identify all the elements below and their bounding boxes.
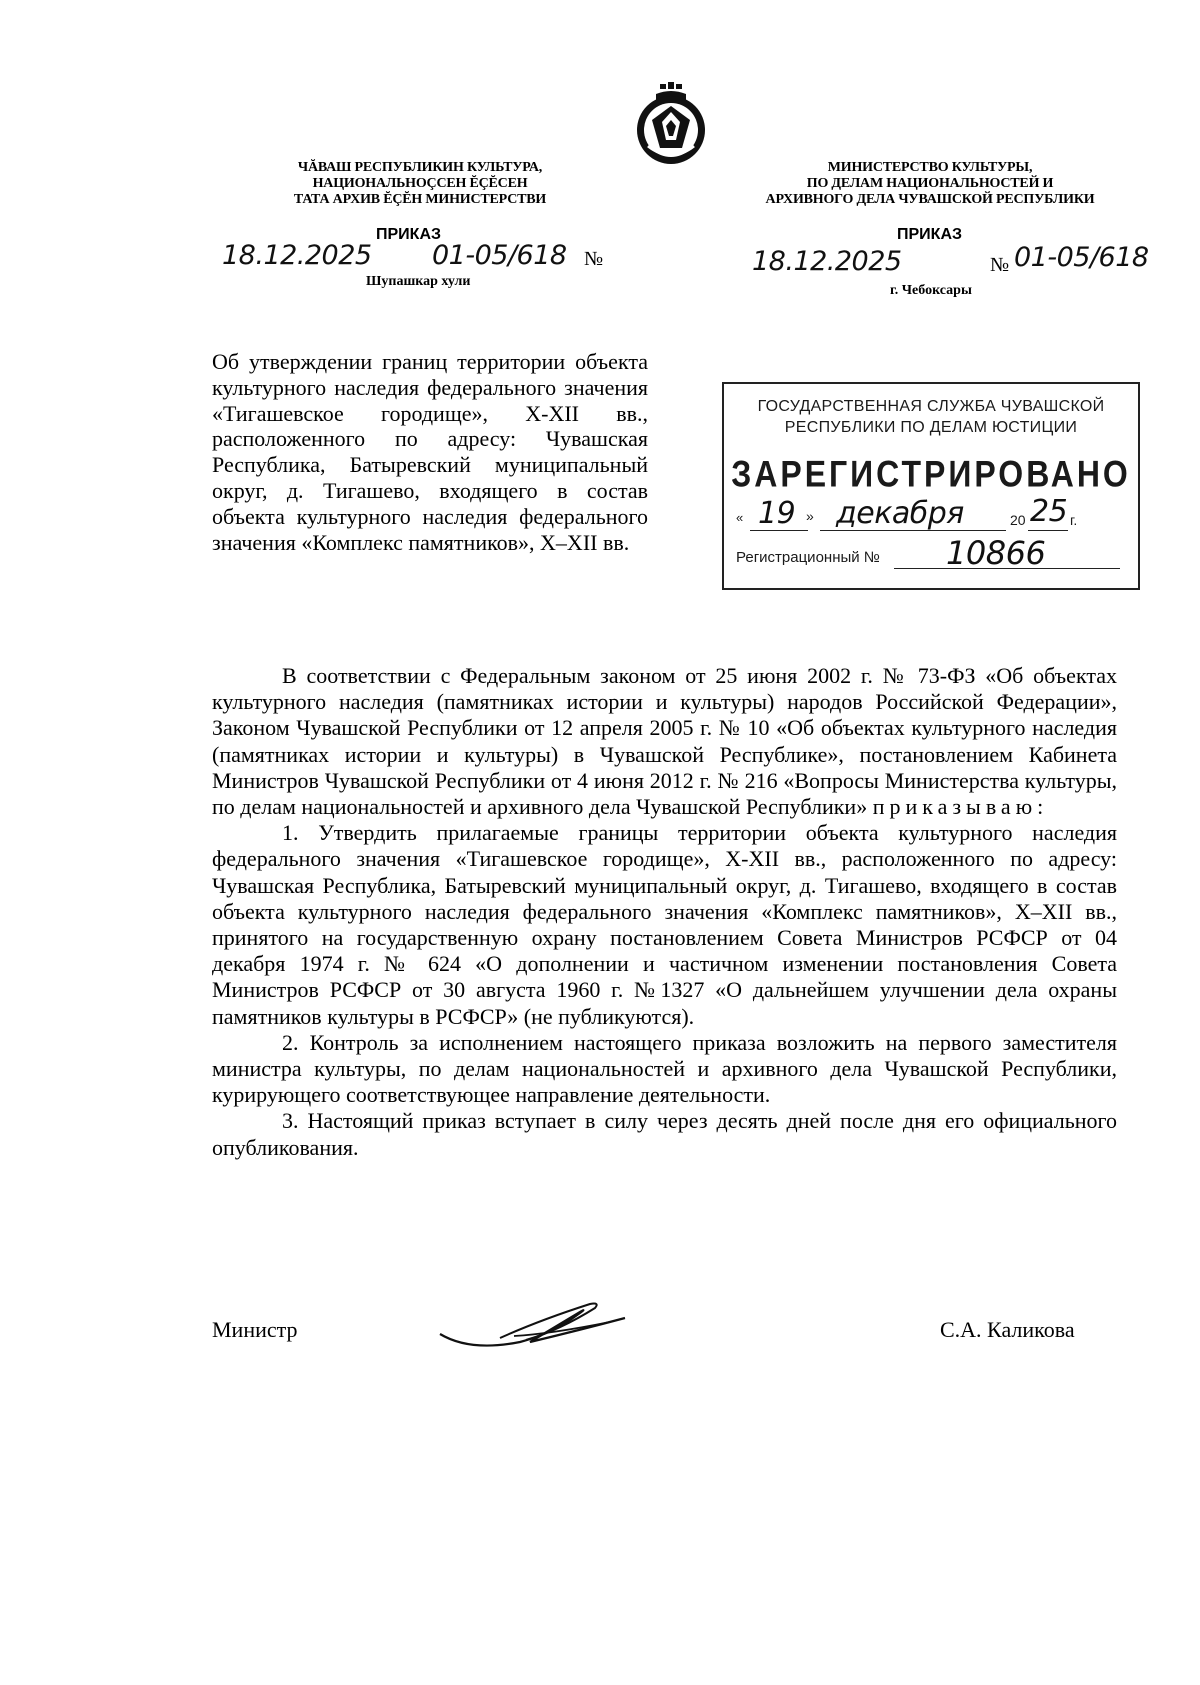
signatory-title: Министр — [212, 1317, 298, 1342]
stamp-line-1: ГОСУДАРСТВЕННАЯ СЛУЖБА ЧУВАШСКОЙ — [757, 398, 1105, 415]
body-item-2: 2. Контроль за исполнением настоящего приказа возложить на первого заместителя министра культуры, по делам национальностей и архивного дела Чувашской Республики, курирующего соответствующее направление деятельности. — [212, 1029, 1117, 1108]
handwritten-signature — [430, 1290, 630, 1370]
right-order-date: 18.12.2025 — [752, 246, 902, 277]
coat-of-arms-emblem — [632, 82, 710, 166]
stamp-status: ЗАРЕГИСТРИРОВАНО — [731, 453, 1131, 495]
stamp-line-2: РЕСПУБЛИКИ ПО ДЕЛАМ ЮСТИЦИИ — [784, 419, 1078, 436]
left-org-line-2: НАЦИОНАЛЬНОÇСЕН ĔÇĔСЕН — [312, 176, 528, 191]
signatory-name: С.А. Каликова — [940, 1317, 1075, 1342]
order-verb: приказываю: — [872, 794, 1049, 820]
stamp-year-prefix: 20 — [1010, 512, 1026, 528]
left-order-date: 18.12.2025 — [222, 240, 372, 271]
body-item-1: 1. Утвердить прилагаемые границы территории объекта культурного наследия федерального значения «Тигашевское городище», X-XII вв., расположенного по адресу: Чувашская Республика, Батыревский муниципальный округ, д. Тигашево, входящего в состав объекта культурного наследия федерального значения «Комплекс памятников», X–XII вв., принятого на государственную охрану постановлением Совета Министров РСФСР от 04 декабря 1974 г. № 624 «О дополнении и частичном изменении постановления Совета Министров РСФСР от 30 августа 1960 г. №1327 «О дальнейшем улучшении дела охраны памятников культуры в РСФСР» (не публикуются). — [212, 820, 1117, 1029]
order-title-right: ПРИКАЗ — [897, 226, 963, 243]
left-number-sign: № — [584, 248, 604, 270]
left-org-line-3: ТАТА АРХИВ ĔÇĔН МИНИСТЕРСТВИ — [293, 192, 547, 207]
stamp-month-line — [820, 530, 1006, 531]
stamp-reg-label: Регистрационный № — [736, 549, 880, 566]
left-organization-header — [240, 160, 600, 208]
stamp-quote-close: » — [806, 508, 814, 524]
stamp-quote-open: « — [736, 510, 744, 525]
stamp-reg-line — [894, 568, 1120, 569]
body-intro-paragraph — [212, 663, 1117, 820]
stamp-reg-number: 10866 — [946, 534, 1046, 572]
order-title-left: ПРИКАЗ — [376, 226, 442, 243]
stamp-day: 19 — [758, 496, 796, 531]
stamp-month: декабря — [836, 496, 964, 531]
stamp-year-line — [1028, 530, 1068, 531]
stamp-year-letter: г. — [1070, 512, 1078, 528]
right-number-sign: № — [990, 254, 1010, 276]
right-organization-header — [720, 160, 1140, 208]
stamp-date-row — [736, 510, 743, 525]
order-subject-text: Об утверждении границ территории объекта культурного наследия федерального значения «Тигашевское городище», X-XII вв., расположенного по адресу: Чувашская Республика, Батыревский муниципальный округ, д. Тигашево, входящего в состав объекта культурного наследия федерального значения «Комплекс памятников», X–XII вв. — [212, 349, 648, 555]
body-item-3: 3. Настоящий приказ вступает в силу через десять дней после дня его официального опубликования. — [212, 1108, 1117, 1160]
left-org-line-1: ЧĂВАШ РЕСПУБЛИКИН КУЛЬТУРА, — [297, 160, 543, 175]
right-org-line-2: ПО ДЕЛАМ НАЦИОНАЛЬНОСТЕЙ И — [806, 176, 1054, 191]
body-intro-text: В соответствии с Федеральным законом от 25 июня 2002 г. № 73-ФЗ «Об объектах культурного наследия (памятниках истории и культуры) народов Российской Федерации», Законом Чувашской Республики от 12 апреля 2005 г. № 10 «Об объектах культурного наследия (памятниках истории и культуры) в Чувашской Республике», постановлением Кабинета Министров Чувашской Республики от 4 июня 2012 г. № 216 «Вопросы Министерства культуры, по делам национальностей и архивного дела Чувашской Республики» — [212, 663, 1117, 820]
registration-stamp — [722, 382, 1140, 590]
left-order-number: 01-05/618 — [432, 240, 567, 271]
right-org-line-3: АРХИВНОГО ДЕЛА ЧУВАШСКОЙ РЕСПУБЛИКИ — [765, 192, 1095, 207]
right-org-line-1: МИНИСТЕРСТВО КУЛЬТУРЫ, — [827, 160, 1033, 175]
left-place: Шупашкар хули — [366, 274, 471, 289]
stamp-day-line — [750, 530, 808, 531]
right-place: г. Чебоксары — [890, 283, 972, 298]
stamp-year-suffix: 25 — [1030, 494, 1068, 529]
order-body — [212, 663, 1117, 1161]
order-subject — [212, 349, 648, 555]
right-order-number: 01-05/618 — [1014, 242, 1149, 273]
